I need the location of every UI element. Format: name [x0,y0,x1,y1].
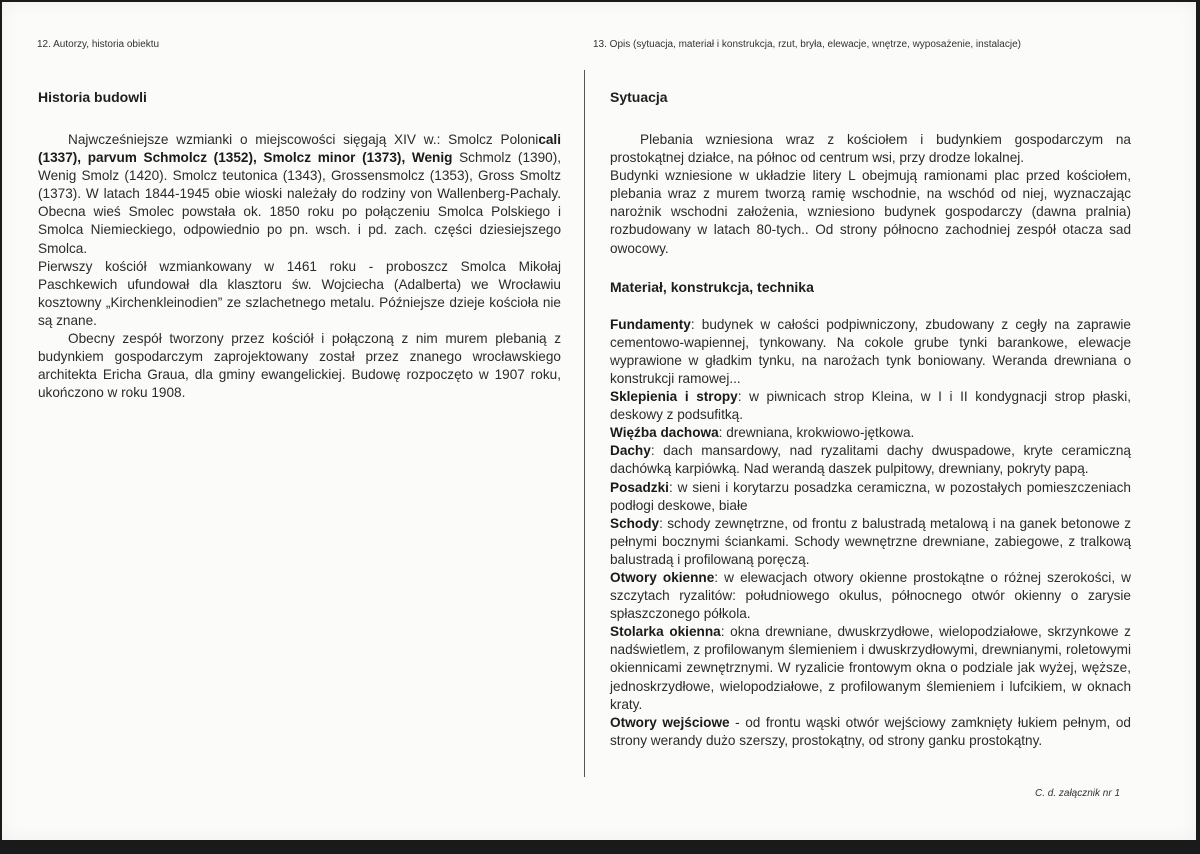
material-item [610,442,1131,478]
material-item [610,714,1131,750]
material-item-text: - od frontu wąski otwór wejściowy zamknięty łukiem pełnym, od strony werandy dużo szerszy, prostokątny, od strony ganku prostokątny. [610,714,1131,748]
material-item-text: : w elewacjach otwory okienne prostokątne o różnej szerokości, w szczytach ryzalitów: południowego okulus, północnego otwór okienny o zarysie spłaszczonego półkola. [610,569,1131,622]
material-item-term: Więźba dachowa [610,425,719,441]
material-item-text: : budynek w całości podpiwniczony, zbudowany z cegły na zaprawie cementowo-wapiennej, tynkowany. Na cokole grube tynki barankowe, elewacje wyprawione w gładkim tynku, na narożach tynk boniowany. Weranda drewniana o konstrukcji ramowej... [610,316,1131,386]
history-p1-rest: Schmolz (1390), Wenig Smolz (1420). Smolcz teutonica (1343), Grossensmolcz (1353), Gross Smoltz (1373). W latach 1844-1945 obie wioski należały do rodziny von Wallenberg-Pachaly. Obecna wieś Smolec powstała ok. 1850 roku po połączeniu Smolca Polskiego i Smolca Niemieckiego, odpowiednio po pn. wsch. i pd. zach. części dziesiejszego Smolca. [38,150,561,256]
history-paragraph-1 [38,131,561,258]
material-item-text: : schody zewnętrzne, od frontu z balustradą metalową i na ganek betonowe z pełnymi bocznymi ściankami. Schody wewnętrzne drewniane, zabiegowe, z tralkową balustradą i profilowaną poręczą. [610,515,1131,567]
situation-paragraph-1: Plebania wzniesiona wraz z kościołem i budynkiem gospodarczym na prostokątnej działce, na północ od centrum wsi, przy drodze lokalnej. [610,132,1131,166]
material-item-term: Schody [610,515,660,531]
right-column [610,88,1131,750]
material-item [610,316,1131,388]
material-item [610,569,1131,623]
history-paragraph-3: Obecny zespół tworzony przez kościół i połączoną z nim murem plebanią z budynkiem gospodarczym zaprojektowany został przez znanego wrocławskiego architekta Ericha Graua, dla gminy ewangelickiej. Budowę rozpoczęto w 1907 roku, ukończono w roku 1908. [38,331,561,401]
material-item-term: Otwory wejściowe [610,714,730,730]
section-header-left: 12. Autorzy, historia obiektu [37,39,160,50]
material-item-term: Stolarka okienna [610,624,721,640]
material-item-text: : w piwnicach strop Kleina, w I i II kondygnacji strop płaski, deskowy z podsufitką. [610,389,1132,423]
material-item [610,623,1131,713]
material-item-text: : w sieni i korytarzu posadzka ceramiczna, w pozostałych pomieszczeniach podłogi deskowe, białe [610,479,1131,513]
footer-note: C. d. załącznik nr 1 [1035,788,1121,799]
material-item [610,515,1131,569]
column-divider [584,70,585,777]
material-item-text: : okna drewniane, dwuskrzydłowe, wielopodziałowe, skrzynkowe z nadświetlem, z profilowanym ślemieniem i dwuskrzydłowymi, drewnianymi, roletowymi okiennicami zewnętrznymi. W ryzalicie frontowym okna o podziale jak wyżej, węższe, jednoskrzydłowe, wielopodziałowe, z profilowanym ślemieniem i lufcikiem, w oknach kraty. [610,624,1131,712]
situation-heading: Sytuacja [610,89,668,105]
material-item [610,479,1131,515]
material-item [610,424,1131,442]
section-header-right: 13. Opis (sytuacja, materiał i konstrukcja, rzut, bryła, elewacje, wnętrze, wyposażenie, instalacje) [593,39,1021,50]
document-page [2,2,1196,840]
left-column [38,88,561,402]
material-item-term: Otwory okienne [610,569,715,585]
history-paragraph-2: Pierwszy kościół wzmiankowany w 1461 roku - proboszcz Smolca Mikołaj Paschkewich ufundował dla klasztoru św. Wojciecha (Adalberta) we Wrocławiu kosztowny „Kirchenkleinodien” ze szlachetnego metalu. Późniejsze dzieje kościoła nie są znane. [38,258,561,328]
material-item-text: : dach mansardowy, nad ryzalitami dachy dwuspadowe, kryte ceramiczną dachówką karpiówką. Nad werandą daszek pulpitowy, drewniany, pokryty papą. [610,443,1131,477]
history-heading: Historia budowli [38,89,147,105]
material-item-term: Posadzki [610,479,669,495]
material-item [610,388,1131,424]
material-item-term: Dachy [610,443,651,459]
material-item-term: Fundamenty [610,316,691,332]
history-p1-bold: cali (1337), parvum Schmolcz (1352), Smolcz minor (1373), Wenig [38,132,561,166]
situation-paragraph-2: Budynki wzniesione w układzie litery L obejmują ramionami plac przed kościołem, plebania wraz z murem tworzą ramię wschodnie, na wschód od niej, wyznaczając narożnik wschodni założenia, wzniesiono budynek gospodarczy (dawna pralnia) rozbudowany w latach 80-tych.. Od strony północno zachodniej zespół otacza sad owocowy. [610,168,1131,256]
material-heading: Materiał, konstrukcja, technika [610,278,814,295]
material-item-text: : drewniana, krokwiowo-jętkowa. [718,425,915,441]
material-item-term: Sklepienia i stropy [610,389,738,405]
history-p1-text: Najwcześniejsze wzmianki o miejscowości sięgają XIV w.: Smolcz Poloni [68,132,539,147]
material-list [610,316,1131,750]
